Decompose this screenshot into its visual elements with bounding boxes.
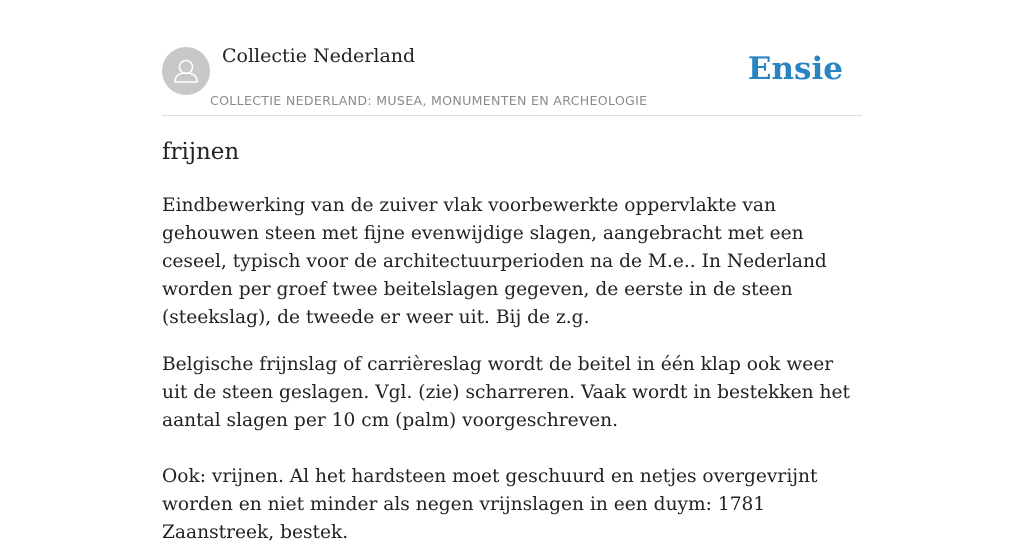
header	[162, 0, 862, 116]
avatar[interactable]	[162, 47, 210, 95]
definition-paragraph: Belgische frijnslag of carrièreslag wordt de beitel in één klap ook weer uit de steen geslagen. Vgl. (zie) scharreren. Vaak wordt in bestekken het aantal slagen per 10 cm (palm) voorgeschreven.	[162, 354, 850, 431]
definition-paragraph: Eindbewerking van de zuiver vlak voorbewerkte oppervlakte van gehouwen steen met fijne evenwijdige slagen, aangebracht met een ceseel, typisch voor de architectuurperioden na de M.e.. In Nederland worden per groef twee beitelslagen gegeven, de eerste in de steen (steekslag), de tweede er weer uit. Bij de z.g.	[162, 195, 827, 328]
brand-logo[interactable]: Ensie	[747, 51, 843, 87]
definition-paragraph: Ook: vrijnen. Al het hardsteen moet geschuurd en netjes overgevrijnt worden en niet minder als negen vrijnslagen in een duym: 1781 Zaanstreek, bestek.	[162, 466, 818, 543]
user-silhouette-icon	[162, 47, 210, 95]
author-name[interactable]: Collectie Nederland	[222, 45, 416, 67]
term-title: frijnen	[162, 139, 240, 165]
page	[162, 0, 862, 543]
source-subtitle[interactable]: COLLECTIE NEDERLAND: MUSEA, MONUMENTEN EN ARCHEOLOGIE	[210, 93, 648, 108]
